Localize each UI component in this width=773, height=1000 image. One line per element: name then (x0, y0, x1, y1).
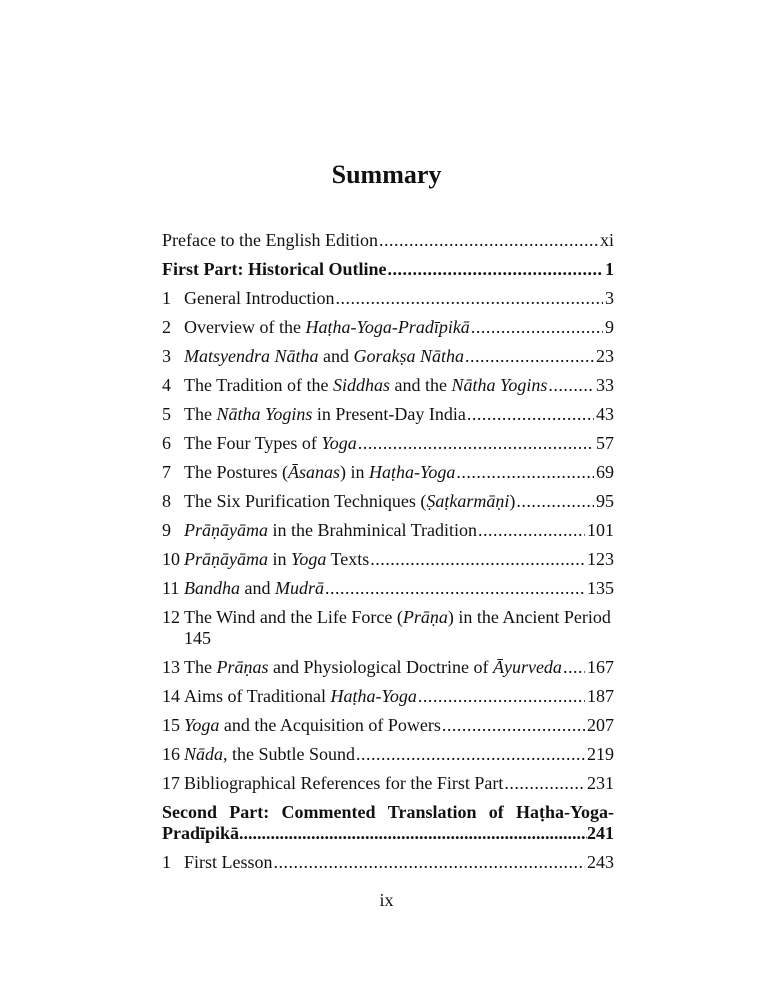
toc-entry-text: The Four Types of Yoga (184, 433, 357, 453)
page-title: Summary (331, 160, 442, 189)
toc-entry-chapter-16[interactable] (162, 740, 614, 769)
toc-entry-chapter-10[interactable] (162, 545, 614, 574)
leader-dots (515, 487, 594, 516)
leader-dots (562, 653, 585, 682)
toc-entry-chapter-6[interactable] (162, 429, 614, 458)
toc-page-number: 207 (587, 715, 614, 735)
leader-dots (470, 313, 603, 342)
toc-entry-number: 13 (162, 657, 180, 677)
toc-entry-number: 1 (162, 852, 171, 872)
toc-entry-number: 8 (162, 491, 171, 511)
toc-entry-text: Preface to the English Edition (162, 230, 378, 250)
toc-entry-chapter-14[interactable] (162, 682, 614, 711)
leader-dots (273, 848, 585, 877)
leader-dots (355, 740, 585, 769)
toc-entry-number: 16 (162, 744, 180, 764)
toc-page-number: 69 (596, 462, 614, 482)
toc-entry-text: First Lesson (184, 852, 273, 872)
toc-entry-chapter-5[interactable] (162, 400, 614, 429)
toc-page-number: 95 (596, 491, 614, 511)
toc-entry-chapter-4[interactable] (162, 371, 614, 400)
leader-dots (503, 769, 585, 798)
toc-entry-text: The Postures (Āsanas) in Haṭha-Yoga (184, 462, 456, 482)
leader-dots (464, 342, 594, 371)
toc-page-number: 187 (587, 686, 614, 706)
page-number-folio: ix (379, 890, 394, 910)
toc-page-number: 33 (596, 375, 614, 395)
toc-entry-text: The Tradition of the Siddhas and the Nātha Yogins (184, 375, 548, 395)
toc-page-number: 23 (596, 346, 614, 366)
toc-entry-text: The Wind and the Life Force (Prāṇa) in the Ancient Period (184, 607, 611, 627)
toc-entry-number: 1 (162, 288, 171, 308)
leader-dots (357, 429, 594, 458)
toc-page-number: 219 (587, 744, 614, 764)
toc-entry-chapter-12[interactable] (162, 603, 614, 653)
toc-page-number: 135 (587, 578, 614, 598)
toc-entry-number: 14 (162, 686, 180, 706)
toc-entry-text: Second Part: Commented Translation of Haṭha-Yoga- (162, 802, 614, 822)
toc-entry-chapter-17[interactable] (162, 769, 614, 798)
toc-entry-text: The Six Purification Techniques (Ṣaṭkarmāṇi) (184, 491, 516, 511)
toc-page-number: 231 (587, 773, 614, 793)
toc-entry-chapter-3[interactable] (162, 342, 614, 371)
leader-dots (417, 682, 585, 711)
toc-entry-preface[interactable] (162, 226, 614, 255)
toc-entry-number: 5 (162, 404, 171, 424)
toc-page-number: 243 (587, 852, 614, 872)
leader-dots (369, 545, 585, 574)
leader-dots (378, 226, 598, 255)
toc-page-number: 241 (587, 823, 614, 843)
toc-page-number: 101 (587, 520, 614, 540)
toc-page-number: 145 (184, 628, 211, 648)
toc-page-number: 1 (605, 259, 614, 279)
toc-entry-chapter-15[interactable] (162, 711, 614, 740)
toc-entry-number: 10 (162, 549, 180, 569)
toc-entry-text: First Part: Historical Outline (162, 259, 387, 279)
toc-entry-chapter-8[interactable] (162, 487, 614, 516)
toc-entry-number: 4 (162, 375, 171, 395)
leader-dots (334, 284, 603, 313)
toc-entry-lesson-1[interactable] (162, 848, 614, 877)
toc-entry-number: 15 (162, 715, 180, 735)
toc-page-number: 9 (605, 317, 614, 337)
toc-page-number: 43 (596, 404, 614, 424)
toc-page-number: xi (599, 230, 614, 250)
toc-entry-number: 6 (162, 433, 171, 453)
toc-entry-chapter-11[interactable] (162, 574, 614, 603)
leader-dots (386, 255, 603, 284)
toc-entry-text: Yoga and the Acquisition of Powers (184, 715, 441, 735)
leader-dots (455, 458, 594, 487)
leader-dots (324, 574, 585, 603)
toc-entry-text: Nāda, the Subtle Sound (184, 744, 356, 764)
toc-entry-text: Prāṇāyāma in the Brahminical Tradition (184, 520, 477, 540)
toc-entry-chapter-2[interactable] (162, 313, 614, 342)
leader-dots (441, 711, 585, 740)
toc-entry-text: Overview of the Haṭha-Yoga-Pradīpikā (184, 317, 470, 337)
leader-dots (477, 516, 585, 545)
leader-dots (466, 400, 594, 429)
toc-entry-chapter-7[interactable] (162, 458, 614, 487)
toc-entry-text: The Nātha Yogins in Present-Day India (184, 404, 466, 424)
toc-entry-text: The Prāṇas and Physiological Doctrine of Āyurveda (184, 657, 562, 677)
toc-entry-text: Prāṇāyāma in Yoga Texts (184, 549, 370, 569)
leader-dots (547, 371, 594, 400)
toc-entry-text: Bibliographical References for the First Part (184, 773, 504, 793)
toc-entry-number: 3 (162, 346, 171, 366)
toc-entry-chapter-13[interactable] (162, 653, 614, 682)
toc-entry-number: 12 (162, 607, 180, 627)
toc-entry-first-part[interactable] (162, 255, 614, 284)
leader-dots (239, 823, 587, 844)
toc-entry-chapter-1[interactable] (162, 284, 614, 313)
toc-entry-chapter-9[interactable] (162, 516, 614, 545)
toc-page-number: 167 (587, 657, 614, 677)
toc-entry-text: Matsyendra Nātha and Gorakṣa Nātha (184, 346, 465, 366)
toc-page-number: 57 (596, 433, 614, 453)
toc-entry-text-continued: Pradīpikā (162, 823, 240, 843)
toc-entry-number: 11 (162, 578, 180, 598)
toc-entry-text: Bandha and Mudrā (184, 578, 324, 598)
toc-entry-number: 17 (162, 773, 180, 793)
toc-entry-text: Aims of Traditional Haṭha-Yoga (184, 686, 417, 706)
toc-entry-number: 7 (162, 462, 171, 482)
toc-entry-number: 9 (162, 520, 171, 540)
toc-page-number: 123 (587, 549, 614, 569)
toc-page-number: 3 (605, 288, 614, 308)
toc-entry-number: 2 (162, 317, 171, 337)
toc-entry-text: General Introduction (184, 288, 335, 308)
toc-entry-second-part[interactable] (162, 798, 614, 848)
table-of-contents (162, 226, 614, 877)
